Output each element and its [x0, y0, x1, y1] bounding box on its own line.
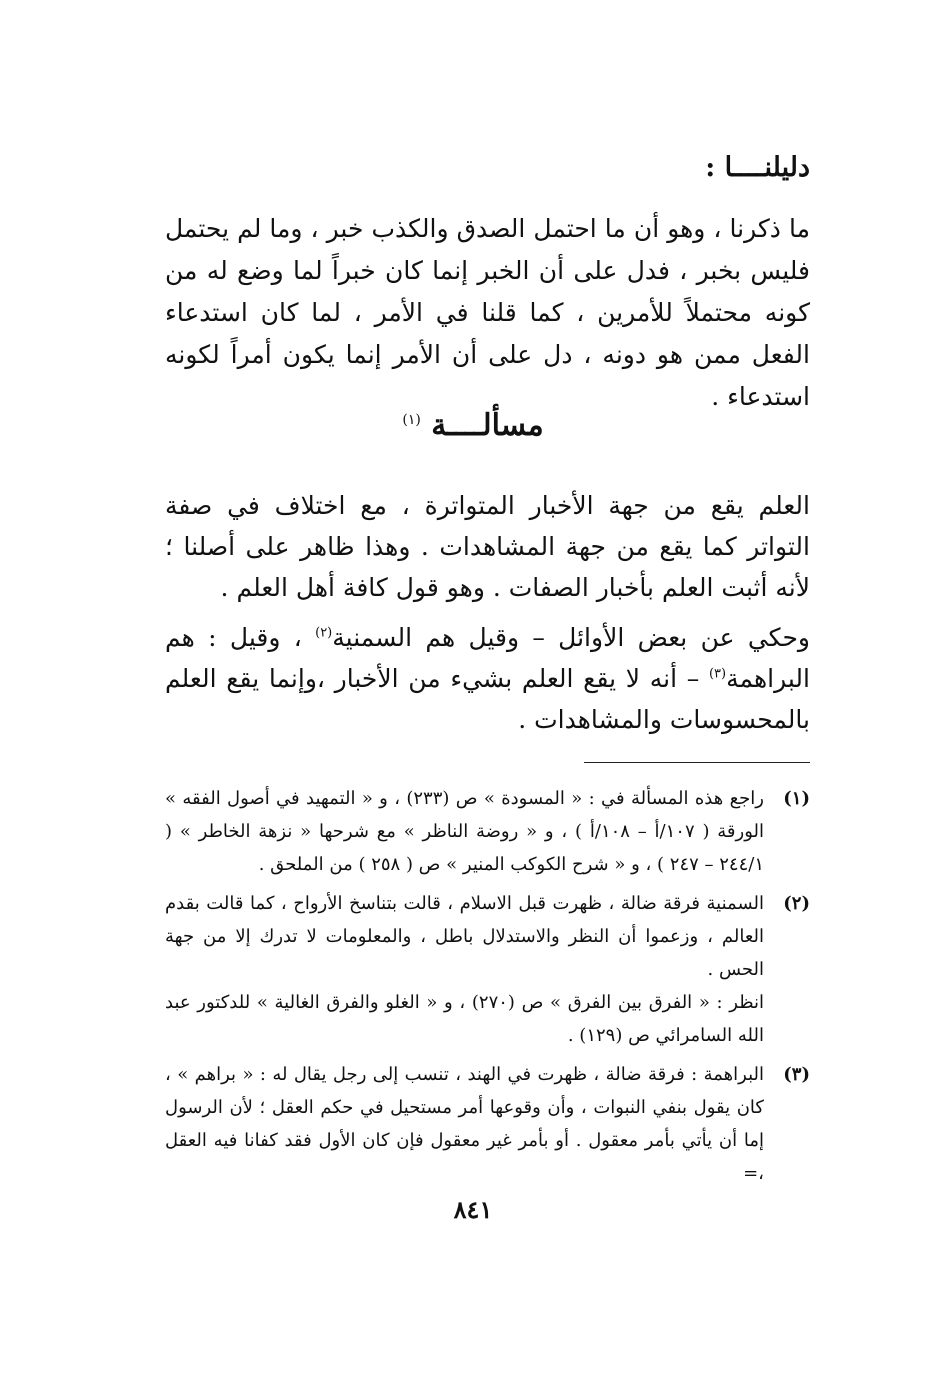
footnote-body — [165, 782, 764, 881]
footnote-divider — [584, 762, 810, 763]
section-title — [0, 408, 946, 443]
section-paragraph-2 — [165, 617, 810, 740]
footnote-reference-text: انظر : « الفرق بين الفرق » ص (٢٧٠) ، و « الغلو والفرق الغالية » للدكتور عبد الله السامرائي ص (١٢٩) . — [165, 992, 764, 1046]
paragraph-text-part1: وحكي عن بعض الأوائل – وقيل هم السمنية — [332, 623, 811, 652]
section-title-footnote-ref: (١) — [402, 412, 421, 428]
footnote-text: السمنية فرقة ضالة ، ظهرت قبل الاسلام ، قالت بتناسخ الأرواح ، كما قالت بقدم العالم ، وزعموا أن النظر والاستدلال باطل ، والمعلومات لا تدرك إلا من جهة الحس . — [165, 893, 764, 980]
footnote-ref-3: (٣) — [708, 666, 727, 682]
evidence-heading: دليلنــــا : — [705, 152, 810, 183]
section-paragraph-1: العلم يقع من جهة الأخبار المتواترة ، مع اختلاف في صفة التواتر كما يقع من جهة المشاهدات . وهذا ظاهر على أصلنا ؛ لأنه أثبت العلم بأخبار الصفات . وهو قول كافة أهل العلم . — [165, 491, 810, 602]
page-number: ٨٤١ — [453, 1195, 493, 1224]
footnote-number: (١) — [783, 788, 810, 809]
footnote-body — [165, 887, 764, 1052]
paragraph-text-part2: ، وقيل : هم البراهمة — [165, 623, 810, 693]
footnote-1 — [165, 782, 810, 881]
footnote-text: راجع هذه المسألة في : « المسودة » ص (٢٣٣) ، و « التمهيد في أصول الفقه » الورقة ( ١٠٧/أ – ١٠٨/أ ) ، و « روضة الناظر » مع شرحها « نزهة الخاطر » ( ٢٤٤/١ – ٢٤٧ ) ، و « شرح الكوكب المنير » ص ( ٢٥٨ ) من الملحق . — [165, 788, 764, 875]
footnotes — [165, 782, 810, 1196]
footnote-text: البراهمة : فرقة ضالة ، ظهرت في الهند ، تنسب إلى رجل يقال له : « براهم » ، كان يقول بنفي النبوات ، وأن وقوعها أمر مستحيل في حكم العقل ؛ لأن الرسول إما أن يأتي بأمر معقول . أو بأمر غير معقول فإن كان الأول فقد كفانا فيه العقل ،= — [165, 1064, 764, 1184]
footnote-2 — [165, 887, 810, 1052]
footnote-3 — [165, 1058, 810, 1190]
section-title-text: مسألــــة — [431, 408, 544, 443]
footnote-number: (٢) — [783, 893, 810, 914]
footnote-number: (٣) — [783, 1064, 810, 1085]
footnote-body — [165, 1058, 764, 1190]
footnote-ref-2: (٢) — [315, 625, 333, 641]
paragraph-text-part3: – أنه لا يقع العلم بشيء من الأخبار ،وإنما يقع العلم بالمحسوسات والمشاهدات . — [165, 664, 810, 734]
evidence-paragraph: ما ذكرنا ، وهو أن ما احتمل الصدق والكذب خبر ، وما لم يحتمل فليس بخبر ، فدل على أن الخبر إنما كان خبراً لما وضع له من كونه محتملاً للأمرين ، كما قلنا في الأمر ، لما كان استدعاء الفعل ممن هو دونه ، دل على أن الأمر إنما يكون أمراً لكونه استدعاء . — [165, 214, 810, 411]
